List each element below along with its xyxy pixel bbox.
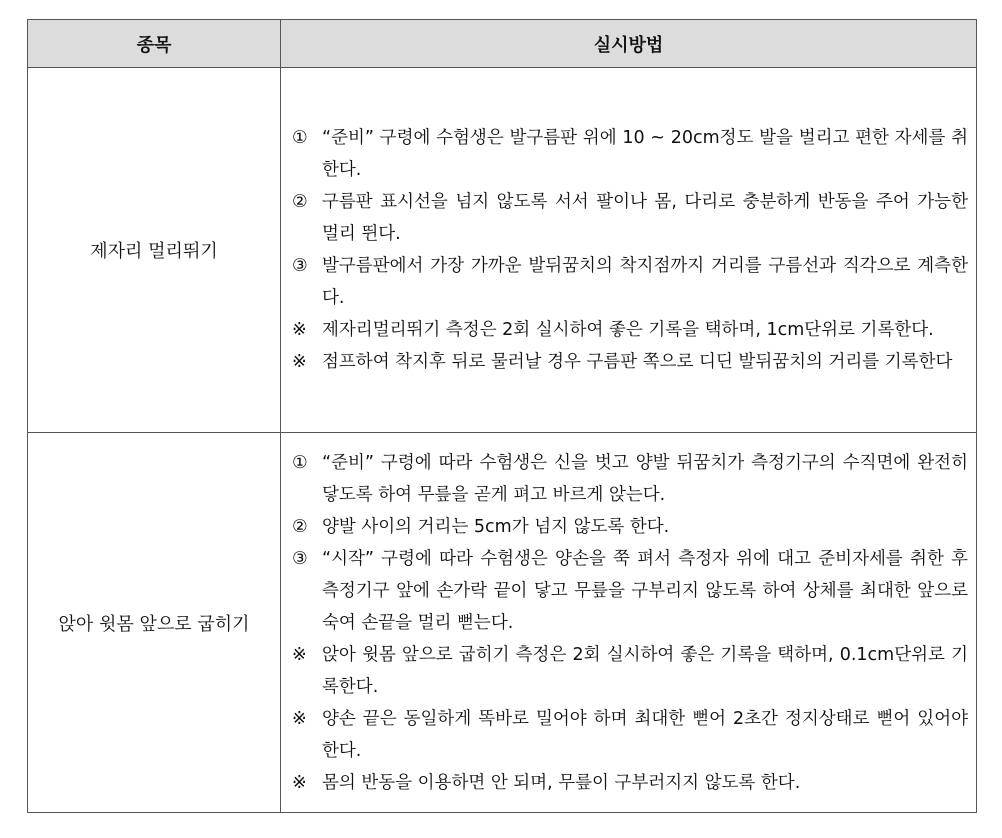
method-item bbox=[292, 250, 968, 314]
method-item bbox=[292, 511, 968, 543]
item-text: 양발 사이의 거리는 5cm가 넘지 않도록 한다. bbox=[322, 516, 670, 537]
method-cell bbox=[281, 433, 977, 813]
note-text: 앉아 윗몸 앞으로 굽히기 측정은 2회 실시하여 좋은 기록을 택하며, 0.1cm단위로 기록한다. bbox=[322, 644, 968, 697]
method-item bbox=[292, 447, 968, 511]
header-row bbox=[28, 20, 977, 68]
item-text: 구름판 표시선을 넘지 않도록 서서 팔이나 몸, 다리로 충분하게 반동을 주어 가능한 멀리 뛴다. bbox=[322, 192, 968, 244]
note-text: 몸의 반동을 이용하면 안 되며, 무릎이 구부러지지 않도록 한다. bbox=[322, 772, 801, 793]
method-cell bbox=[281, 68, 977, 433]
note-marker: ※ bbox=[292, 708, 307, 729]
method-note bbox=[292, 639, 968, 703]
test-method-table bbox=[27, 19, 977, 813]
item-text: 발구름판에서 가장 가까운 발뒤꿈치의 착지점까지 거리를 구름선과 직각으로 계측한다. bbox=[322, 256, 968, 308]
item-marker: ③ bbox=[292, 256, 308, 276]
item-marker: ② bbox=[292, 516, 308, 537]
method-note bbox=[292, 703, 968, 767]
header-event: 종목 bbox=[28, 20, 281, 68]
note-text: 제자리멀리뛰기 측정은 2회 실시하여 좋은 기록을 택하며, 1cm단위로 기록한다. bbox=[322, 320, 934, 340]
event-name: 앉아 윗몸 앞으로 굽히기 bbox=[28, 433, 281, 813]
note-text: 양손 끝은 동일하게 똑바로 밀어야 하며 최대한 뻗어 2초간 정지상태로 뻗어 있어야 한다. bbox=[322, 708, 968, 761]
item-text: “준비” 구령에 수험생은 발구름판 위에 10 ~ 20cm정도 발을 벌리고 편한 자세를 취한다. bbox=[322, 128, 968, 180]
method-note bbox=[292, 346, 968, 378]
item-marker: ③ bbox=[292, 548, 308, 569]
item-marker: ② bbox=[292, 192, 308, 212]
item-text: “시작” 구령에 따라 수험생은 양손을 쭉 펴서 측정자 위에 대고 준비자세를 취한 후 측정기구 앞에 손가락 끝이 닿고 무릎을 구부리지 않도록 하여 상체를 최대한 앞으로 숙여 손끝을 멀리 뻗는다. bbox=[322, 548, 968, 633]
note-text: 점프하여 착지후 뒤로 물러날 경우 구름판 쪽으로 디딘 발뒤꿈치의 거리를 기록한다 bbox=[322, 352, 953, 372]
event-name: 제자리 멀리뛰기 bbox=[28, 68, 281, 433]
note-marker: ※ bbox=[292, 772, 307, 793]
item-marker: ① bbox=[292, 128, 308, 148]
header-method: 실시방법 bbox=[281, 20, 977, 68]
note-marker: ※ bbox=[292, 352, 307, 372]
note-marker: ※ bbox=[292, 320, 307, 340]
item-text: “준비” 구령에 따라 수험생은 신을 벗고 양발 뒤꿈치가 측정기구의 수직면에 완전히 닿도록 하여 무릎을 곧게 펴고 바르게 앉는다. bbox=[322, 452, 968, 505]
method-item bbox=[292, 186, 968, 250]
method-item bbox=[292, 543, 968, 639]
note-marker: ※ bbox=[292, 644, 307, 665]
item-marker: ① bbox=[292, 452, 308, 473]
table-row-sit-and-reach bbox=[28, 433, 977, 813]
method-item bbox=[292, 122, 968, 186]
table-row-standing-long-jump bbox=[28, 68, 977, 433]
method-note bbox=[292, 314, 968, 346]
method-note bbox=[292, 767, 968, 799]
